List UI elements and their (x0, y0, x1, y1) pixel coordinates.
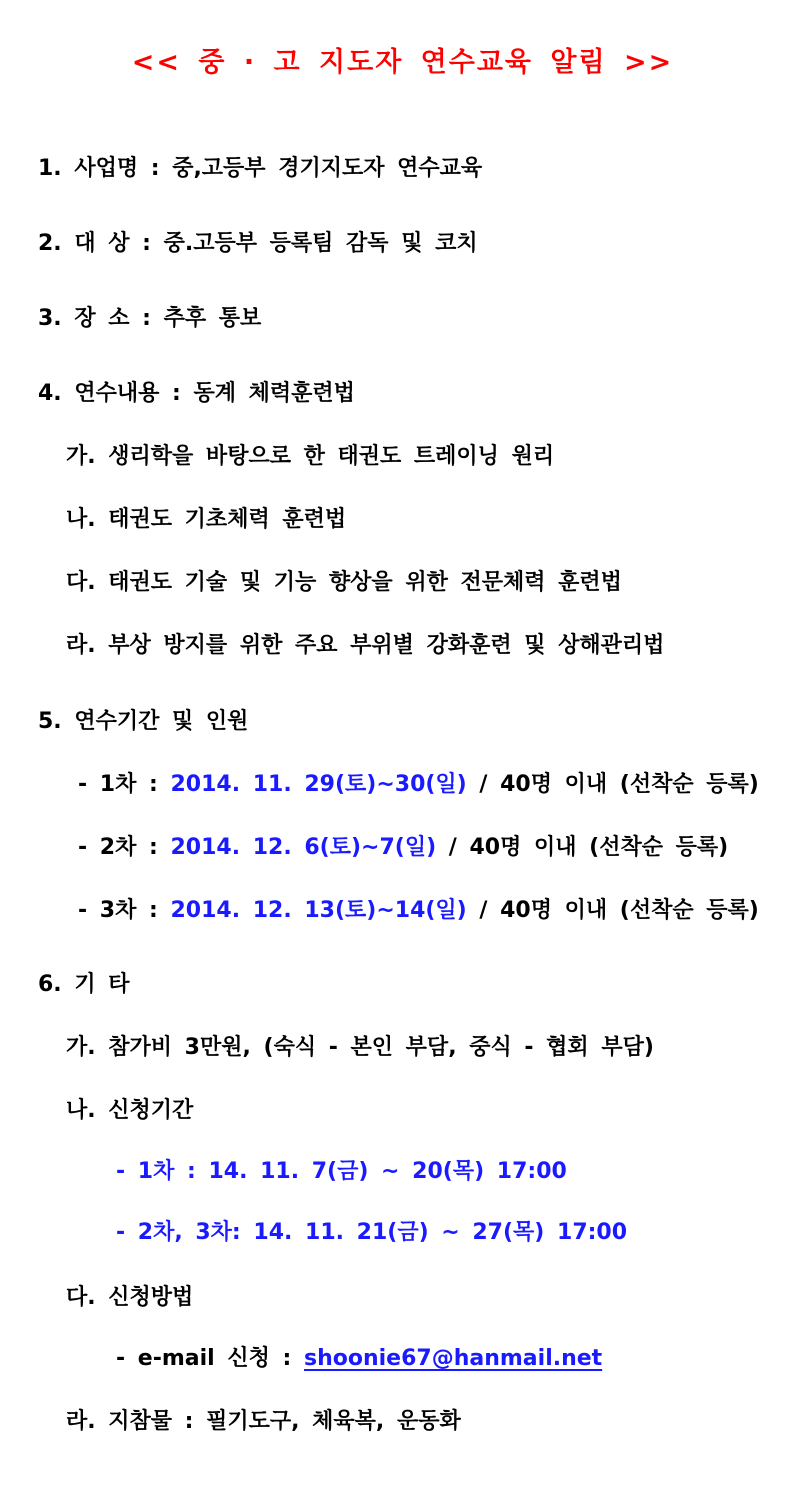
period-capacity: / 40명 이내 (선착순 등록) (466, 898, 759, 923)
period-date: 2014. 12. 6(토)~7(일) (170, 835, 437, 860)
period-label: - 2차 : (78, 835, 171, 860)
period-capacity: / 40명 이내 (선착순 등록) (436, 835, 729, 860)
section-6-etc: 6. 기 타 (38, 972, 130, 997)
page-title: << 중 · 고 지도자 연수교육 알림 >> (131, 47, 674, 78)
period-label: - 1차 : (78, 772, 171, 797)
etc-item-application-period: 나. 신청기간 (66, 1098, 194, 1123)
application-period-1: - 1차 : 14. 11. 7(금) ~ 20(목) 17:00 (116, 1159, 567, 1184)
content-item-c: 다. 태권도 기술 및 기능 향상을 위한 전문체력 훈련법 (66, 570, 622, 595)
section-2-target: 2. 대 상 : 중.고등부 등록팀 감독 및 코치 (38, 231, 478, 256)
period-date: 2014. 12. 13(토)~14(일) (170, 898, 467, 923)
etc-item-fee: 가. 참가비 3만원, (숙식 - 본인 부담, 중식 - 협회 부담) (66, 1035, 654, 1060)
period-row-1 (78, 770, 759, 800)
application-period-2: - 2차, 3차: 14. 11. 21(금) ~ 27(목) 17:00 (116, 1220, 628, 1245)
content-item-b: 나. 태권도 기초체력 훈련법 (66, 507, 347, 532)
period-capacity: / 40명 이내 (선착순 등록) (466, 772, 759, 797)
email-label: - e-mail 신청 : (116, 1346, 304, 1371)
section-5-period: 5. 연수기간 및 인원 (38, 709, 249, 734)
etc-item-application-method: 다. 신청방법 (66, 1285, 194, 1310)
application-email-row (116, 1344, 602, 1374)
email-link[interactable]: shoonie67@hanmail.net (303, 1346, 603, 1371)
content-item-a: 가. 생리학을 바탕으로 한 태권도 트레이닝 원리 (66, 444, 555, 469)
period-date: 2014. 11. 29(토)~30(일) (170, 772, 467, 797)
period-row-2 (78, 833, 728, 863)
section-3-location: 3. 장 소 : 추후 통보 (38, 306, 262, 331)
content-item-d: 라. 부상 방지를 위한 주요 부위별 강화훈련 및 상해관리법 (66, 633, 665, 658)
section-4-content: 4. 연수내용 : 동계 체력훈련법 (38, 381, 355, 406)
etc-item-supplies: 라. 지참물 : 필기도구, 체육복, 운동화 (66, 1409, 461, 1434)
period-label: - 3차 : (78, 898, 171, 923)
period-row-3 (78, 896, 759, 926)
section-1-business-name: 1. 사업명 : 중,고등부 경기지도자 연수교육 (38, 156, 483, 181)
